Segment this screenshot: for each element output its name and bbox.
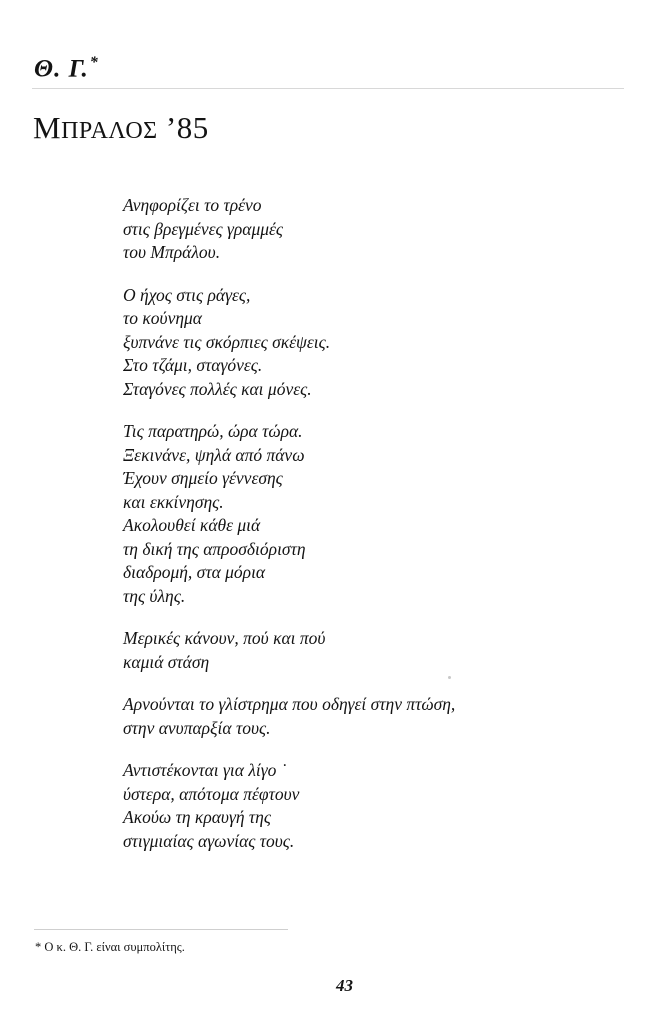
stanza bbox=[123, 627, 623, 674]
footnote: * Ο κ. Θ. Γ. είναι συμπολίτης. bbox=[35, 940, 185, 954]
stanza bbox=[123, 194, 623, 265]
poem-line: τη δική της απροσδιόριστη bbox=[123, 538, 306, 559]
poem-line: Έχουν σημείο γέννεσης bbox=[123, 468, 283, 488]
poem-line: στιγμιαίας αγωνίας τους. bbox=[123, 830, 295, 851]
footnote-divider bbox=[34, 929, 288, 930]
author-footnote-mark: * bbox=[89, 54, 99, 71]
poem-line: Αντιστέκονται για λίγο ˙ bbox=[123, 760, 287, 780]
poem-title bbox=[33, 110, 209, 146]
header-divider bbox=[32, 88, 624, 89]
poem-line: στην ανυπαρξία τους. bbox=[123, 717, 271, 738]
stanza bbox=[123, 284, 623, 402]
stanza bbox=[123, 420, 623, 608]
poem-title-main: ΜΠΡΑΛΟΣ bbox=[33, 110, 158, 145]
poem-line: Ο ήχος στις ράγες, bbox=[123, 284, 251, 305]
poem-line: στις βρεγμένες γραμμές bbox=[123, 218, 284, 239]
poem-line: Σταγόνες πολλές και μόνες. bbox=[123, 378, 312, 399]
poem-line: ξυπνάνε τις σκόρπιες σκέψεις. bbox=[123, 331, 331, 352]
poem-line: διαδρομή, στα μόρια bbox=[123, 562, 266, 582]
poem-line: καμιά στάση bbox=[123, 651, 210, 672]
author-heading bbox=[34, 54, 99, 83]
poem-line: του Μπράλου. bbox=[123, 242, 221, 262]
stanza bbox=[123, 759, 623, 853]
poem-line: και εκκίνησης. bbox=[123, 491, 224, 512]
poem-line: Ακούω τη κραυγή της bbox=[123, 807, 271, 827]
poem-body bbox=[123, 194, 623, 872]
author-initials: Θ. Γ. bbox=[34, 55, 89, 83]
poem-line: της ύλης. bbox=[123, 585, 186, 606]
poem-line: Στο τζάμι, σταγόνες. bbox=[123, 355, 263, 375]
poem-line: Ξεκινάνε, ψηλά από πάνω bbox=[123, 444, 305, 465]
speck bbox=[448, 676, 451, 679]
poem-line: το κούνημα bbox=[123, 308, 202, 328]
poem-line: Μερικές κάνουν, πού και πού bbox=[123, 628, 326, 648]
poem-line: Ανηφορίζει το τρένο bbox=[123, 195, 262, 215]
poem-line: Αρνούνται το γλίστρημα που οδηγεί στην πτώση, bbox=[123, 694, 456, 714]
poem-line: ύστερα, απότομα πέφτουν bbox=[123, 783, 300, 804]
page-number: 43 bbox=[336, 976, 353, 995]
stanza bbox=[123, 693, 623, 740]
poem-title-year: ’85 bbox=[165, 110, 209, 145]
poem-line: Ακολουθεί κάθε μιά bbox=[123, 515, 261, 535]
poem-line: Τις παρατηρώ, ώρα τώρα. bbox=[123, 421, 303, 441]
